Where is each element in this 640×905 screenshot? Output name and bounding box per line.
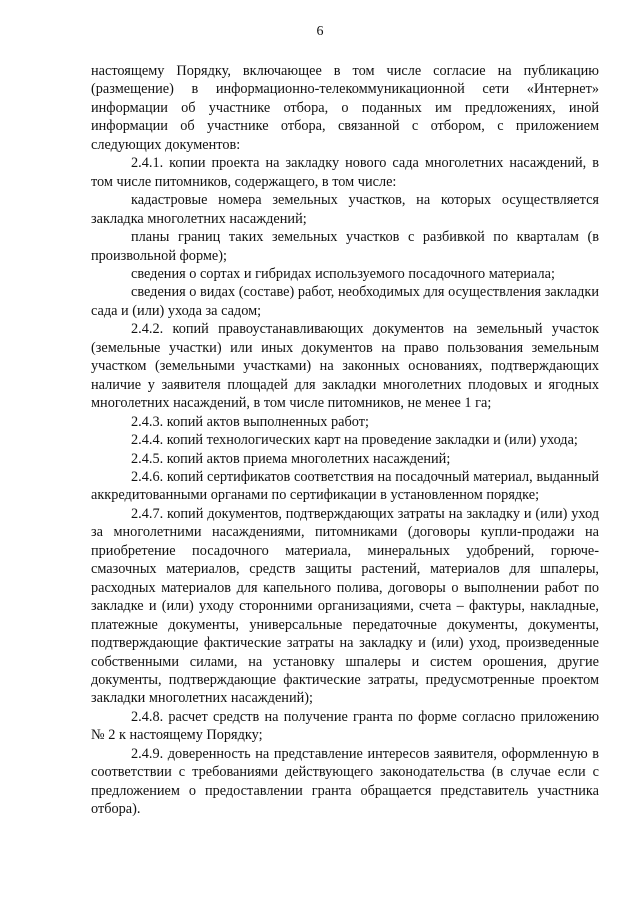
- paragraph-2-4-4: 2.4.4. копий технологических карт на проведение закладки и (или) ухода;: [131, 432, 578, 449]
- paragraph-2-4-5: 2.4.5. копий актов приема многолетних насаждений;: [131, 450, 451, 467]
- document-body: [91, 62, 599, 819]
- paragraph-boundary-plans: планы границ таких земельных участков с разбивкой по кварталам (в произвольной форме);: [91, 229, 599, 264]
- paragraph-2-4-1: 2.4.1. копии проекта на закладку нового сада многолетних насаждений, в том числе питомников, содержащего, в том числе:: [91, 155, 599, 190]
- paragraph-2-4-7: 2.4.7. копий документов, подтверждающих затраты на закладку и (или) уход за многолетними насаждениями, питомниками (договоры купли-продажи на приобретение посадочного материала, минеральных удобрений, горюче-смазочных материалов, средств защиты растений, материалов для шпалеры, расходных материалов для капельного полива, договоры о выполнении работ по закладке и (или) уходу сторонними организациями, счета – фактуры, накладные, платежные документы, универсальные передаточные документы, документы, подтверждающие фактические затраты на закладку и (или) уход, произведенные собственными силами, на установку шпалеры и систем орошения, другие документы, подтверждающие фактические затраты, предусмотренные проектом закладки многолетних насаждений);: [91, 505, 599, 707]
- paragraph-2-4-2: 2.4.2. копий правоустанавливающих документов на земельный участок (земельные участки) или иных документов на право пользования земельным участком (земельными участками) на законных основаниях, подтверждающих наличие у заявителя площадей для закладки многолетних плодовых и ягодных многолетних насаждений, в том числе питомников, не менее 1 га;: [91, 321, 599, 412]
- paragraph-varieties: сведения о сортах и гибридах используемого посадочного материала;: [131, 265, 555, 282]
- paragraph-intro: настоящему Порядку, включающее в том числе согласие на публикацию (размещение) в информационно-телекоммуникационной сети «Интернет» информации об участнике отбора, о поданных им предложениях, иной информации об участнике отбора, связанной с отбором, с приложением следующих документов:: [91, 63, 599, 153]
- page-number: 6: [316, 24, 324, 39]
- paragraph-2-4-9: 2.4.9. доверенность на представление интересов заявителя, оформленную в соответствии с требованиями действующего законодательства (в случае если с предложением о предоставлении гранта обращается представитель участника отбора).: [91, 745, 599, 818]
- paragraph-cadastral-numbers: кадастровые номера земельных участков, на которых осуществляется закладка многолетних насаждений;: [91, 192, 599, 227]
- paragraph-work-types: сведения о видах (составе) работ, необходимых для осуществления закладки сада и (или) ухода за садом;: [91, 284, 599, 319]
- paragraph-2-4-3: 2.4.3. копий актов выполненных работ;: [131, 413, 369, 430]
- paragraph-2-4-6: 2.4.6. копий сертификатов соответствия на посадочный материал, выданный аккредитованными органами по сертификации в установленном порядке;: [91, 468, 599, 504]
- paragraph-2-4-8: 2.4.8. расчет средств на получение гранта по форме согласно приложению № 2 к настоящему Порядку;: [91, 708, 599, 744]
